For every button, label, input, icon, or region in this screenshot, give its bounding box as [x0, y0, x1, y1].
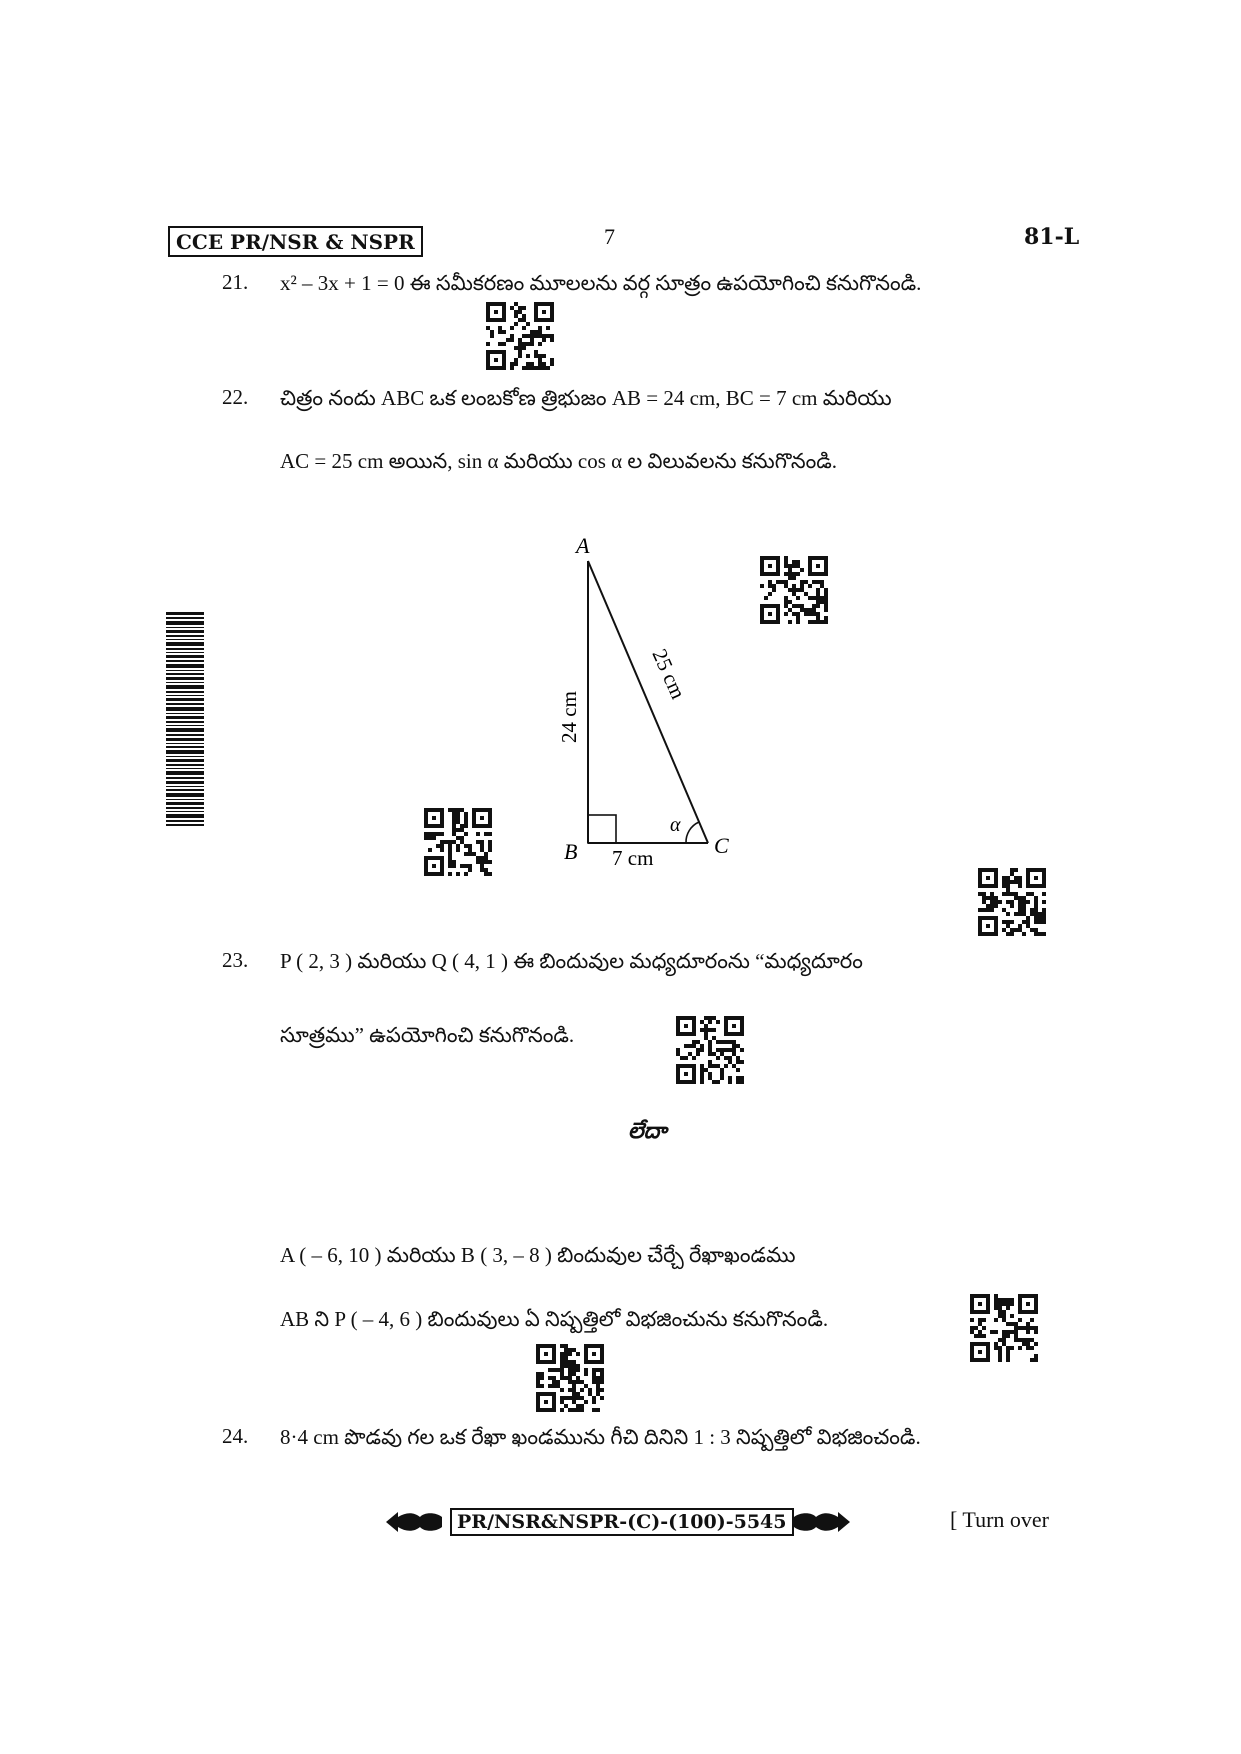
question-21-text: x² – 3x + 1 = 0 ఈ సమీకరణం మూలలను వర్గ సూత్రం ఉపయోగించి కనుగొనండి.	[280, 271, 922, 295]
vertex-a-label: A	[576, 533, 590, 558]
side-bc-label: 7 cm	[612, 846, 654, 870]
side-ac-label: 25 cm	[647, 645, 691, 703]
footer-code: PR/NSR&NSPR-(C)-(100)-5545	[450, 1508, 794, 1536]
qr-code-icon	[978, 868, 1046, 936]
angle-arc	[686, 822, 699, 843]
question-23-number: 23.	[222, 948, 249, 972]
question-21-number: 21.	[222, 270, 249, 294]
question-24-number: 24.	[222, 1424, 249, 1448]
right-angle-mark	[588, 815, 616, 843]
or-label: లేదా	[628, 1118, 667, 1144]
side-ac-line	[588, 561, 708, 843]
qr-code-icon	[424, 808, 492, 876]
question-22-number: 22.	[222, 385, 249, 409]
footer-ornament-left-icon	[384, 1508, 444, 1536]
paper-code: 81-L	[1024, 224, 1080, 250]
question-24-text: 8·4 cm పొడవు గల ఒక రేఖా ఖండమును గీచి దినిని 1 : 3 నిష్పత్తిలో విభజించండి.	[280, 1425, 921, 1449]
side-ab-label: 24 cm	[557, 691, 581, 743]
question-23-line-2: సూత్రము” ఉపయోగించి కనుగొనండి.	[280, 1023, 575, 1047]
page-number: 7	[604, 224, 615, 249]
barcode-icon	[166, 612, 204, 826]
turn-over-label: [ Turn over	[950, 1507, 1050, 1532]
question-23-alt-line-2: AB ని P ( – 4, 6 ) బిందువులు ఏ నిష్పత్తిలో విభజించును కనుగొనండి.	[280, 1307, 829, 1331]
vertex-b-label: B	[564, 839, 578, 864]
qr-code-icon	[536, 1344, 604, 1412]
triangle-figure	[540, 525, 770, 875]
qr-code-icon	[760, 556, 828, 624]
angle-alpha-label: α	[670, 814, 681, 836]
vertex-c-label: C	[714, 833, 729, 858]
question-22-line-2: AC = 25 cm అయిన, sin α మరియు cos α ల విలువలను కనుగొనండి.	[280, 449, 838, 473]
question-23-line-1: P ( 2, 3 ) మరియు Q ( 4, 1 ) ఈ బిందువుల మధ్యదూరంను “మధ్యదూరం	[280, 949, 863, 973]
question-22-line-1: చిత్రం నందు ABC ఒక లంబకోణ త్రిభుజం AB = 24 cm, BC = 7 cm మరియు	[280, 386, 892, 410]
footer-ornament-right-icon	[792, 1508, 852, 1536]
header-exam-box: CCE PR/NSR & NSPR	[168, 226, 423, 257]
qr-code-icon	[676, 1016, 744, 1084]
question-23-alt-line-1: A ( – 6, 10 ) మరియు B ( 3, – 8 ) బిందువుల చేర్చే రేఖాఖండము	[280, 1243, 796, 1267]
qr-code-icon	[486, 302, 554, 370]
qr-code-icon	[970, 1294, 1038, 1362]
